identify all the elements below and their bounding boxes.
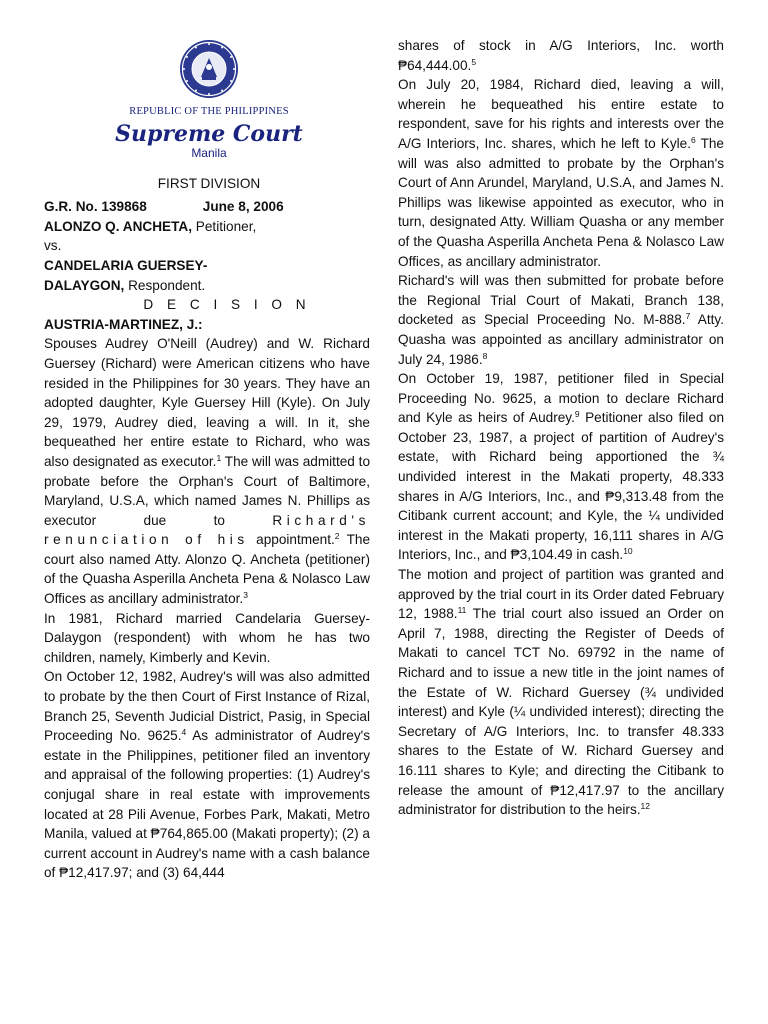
- text-run-spaced: Richard's renunciation of his: [44, 512, 370, 548]
- petitioner-role: Petitioner,: [195, 218, 257, 234]
- paragraph-motion: [398, 369, 724, 565]
- text-run: The court also named Atty. Alonzo Q. Ancheta (petitioner) of the Quasha Asperilla Ancheta Pena & Nolasco Law Offices as ancillary administrator.: [44, 532, 370, 607]
- case-number: G.R. No. 139868: [44, 199, 147, 215]
- paragraph-partition: [398, 565, 724, 820]
- paragraph-probate: [44, 667, 370, 883]
- footnote-ref: 9: [574, 409, 580, 420]
- paragraph-richard-death: [398, 75, 724, 271]
- text-run: Richard's will was then submitted for probate before the Regional Trial Court of Makati, Branch 138, docketed as Special Proceeding No. M-888.: [398, 273, 724, 328]
- ponente-text: AUSTRIA-MARTINEZ, J.:: [44, 316, 203, 332]
- text-run: On October 19, 1987, petitioner filed in Special Proceeding No. 9625, a motion to declare Richard and Kyle as heirs of Audrey.: [398, 371, 724, 426]
- case-number-line: [44, 197, 370, 217]
- footnote-ref: 6: [691, 134, 696, 145]
- case-date: June 8, 2006: [202, 199, 284, 215]
- footnote-ref: 5: [471, 56, 477, 67]
- footnote-ref: 12: [640, 801, 650, 812]
- footnote-ref: 4: [181, 727, 187, 738]
- paragraph-spouses: [44, 334, 370, 608]
- petitioner-line: [44, 217, 370, 237]
- court-name: Supreme Court: [115, 120, 303, 147]
- court-city: Manila: [191, 145, 227, 160]
- paragraph-richard-will: [398, 271, 724, 369]
- text-run: The motion and project of partition was granted and approved by the trial court in its Order dated February 12, 1988.: [398, 567, 724, 622]
- decision-title: D E C I S I O N: [143, 297, 311, 313]
- text-run: The will was admitted to probate before the Orphan's Court of Baltimore, Maryland, U.S.A, which named James N. Phillips as executor due to: [44, 453, 371, 528]
- text-run: On July 20, 1984, Richard died, leaving a will, wherein he bequeathed his entire estate to respondent, save for his rights and interests over the A/G Interiors, Inc. shares, which he left to Kyle.: [398, 77, 724, 151]
- text-run: The trial court also issued an Order on April 7, 1988, directing the Register of Deeds of Makati to cancel TCT No. 69792 in the name of Richard and to issue a new title in the joint names of the Estate of W. Richard Guersey (¾ undivided interest) and Kyle (¼ undivided interest); directing the Secretary of A/G Interiors, Inc. to transfer 48.333 shares to the Estate of W. Richard Guersey and 16.111 shares to Kyle; and directing the Citibank to release the amount of ₱12,417.97 to the ancillary administrator for distribution to the heirs.: [398, 606, 724, 818]
- right-column: [398, 36, 724, 820]
- footnote-ref: 1: [216, 452, 222, 463]
- footnote-ref: 10: [623, 546, 633, 557]
- court-header: [44, 38, 374, 160]
- footnote-ref: 8: [482, 350, 488, 361]
- text-run: appointment.: [256, 532, 335, 548]
- text-run: The will was also admitted to probate by the Orphan's Court of Ann Arundel, Maryland, U.S.A, and James N. Phillips was likewise appointed as executor, who in turn, designated Atty. William Quasha or any member of the Quasha Asperilla Ancheta Pena & Nolasco Law Offices, as ancillary administrator.: [398, 135, 724, 269]
- respondent-name: DALAYGON,: [44, 277, 125, 293]
- text-run: On October 12, 1982, Audrey's will was also admitted to probate by the then Court of First Instance of Rizal, Branch 25, Seventh Judicial District, Pasig, in Special Proceeding No. 9625.: [44, 669, 370, 744]
- text-run: As administrator of Audrey's estate in the Philippines, petitioner filed an inventory and appraisal of the following properties: (1) Audrey's conjugal share in real estate with improvements located at 28 Pili Avenue, Forbes Park, Makati, Metro Manila, valued at ₱764,865.00 (Makati property); (2) a current account in Audrey's name with a cash balance of ₱12,417.97; and (3) 64,444: [44, 728, 371, 881]
- versus: vs.: [44, 238, 62, 254]
- footnote-ref: 7: [685, 311, 691, 322]
- petitioner-name: ALONZO Q. ANCHETA,: [44, 218, 193, 234]
- text-run: shares of stock in A/G Interiors, Inc. worth ₱64,444.00.: [398, 38, 724, 73]
- footnote-ref: 2: [334, 531, 340, 542]
- division-heading: FIRST DIVISION: [157, 175, 261, 191]
- respondent-name-line-1: CANDELARIA GUERSEY-: [44, 257, 208, 273]
- footnote-ref: 3: [243, 590, 248, 601]
- paragraph-marriage: In 1981, Richard married Candelaria Guersey-Dalaygon (respondent) with whom he has two children, namely, Kimberly and Kevin.: [44, 610, 370, 665]
- respondent-role: Respondent.: [128, 277, 206, 293]
- text-run: Spouses Audrey O'Neill (Audrey) and W. Richard Guersey (Richard) were American citizens who have resided in the Philippines for 30 years. They have an adopted daughter, Kyle Guersey Hill (Kyle). On July 29, 1979, Audrey died, leaving a will. In it, she bequeathed her entire estate to Richard, who was also designated as executor.: [44, 336, 370, 469]
- left-column: [44, 0, 370, 883]
- text-run: Atty. Quasha was appointed as ancillary administrator on July 24, 1986.: [398, 312, 724, 367]
- ponente: [44, 315, 370, 335]
- republic-heading: REPUBLIC OF THE PHILIPPINES: [129, 106, 289, 117]
- respondent-line: [44, 276, 370, 296]
- text-run: Petitioner also filed on October 23, 1987, a project of partition of Audrey's estate, with Richard being apportioned the ¾ undivided interest in the Makati property, 48.333 shares in A/G Interiors, Inc., and ₱9,313.48 from the Citibank current account; and Kyle, the ¼ undivided interest in the Makati property, 16,111 shares in A/G Interiors, Inc., and ₱3,104.49 in cash.: [398, 410, 724, 563]
- footnote-ref: 11: [457, 605, 467, 616]
- supreme-court-seal-icon: [178, 38, 240, 100]
- paragraph-shares: [398, 36, 724, 75]
